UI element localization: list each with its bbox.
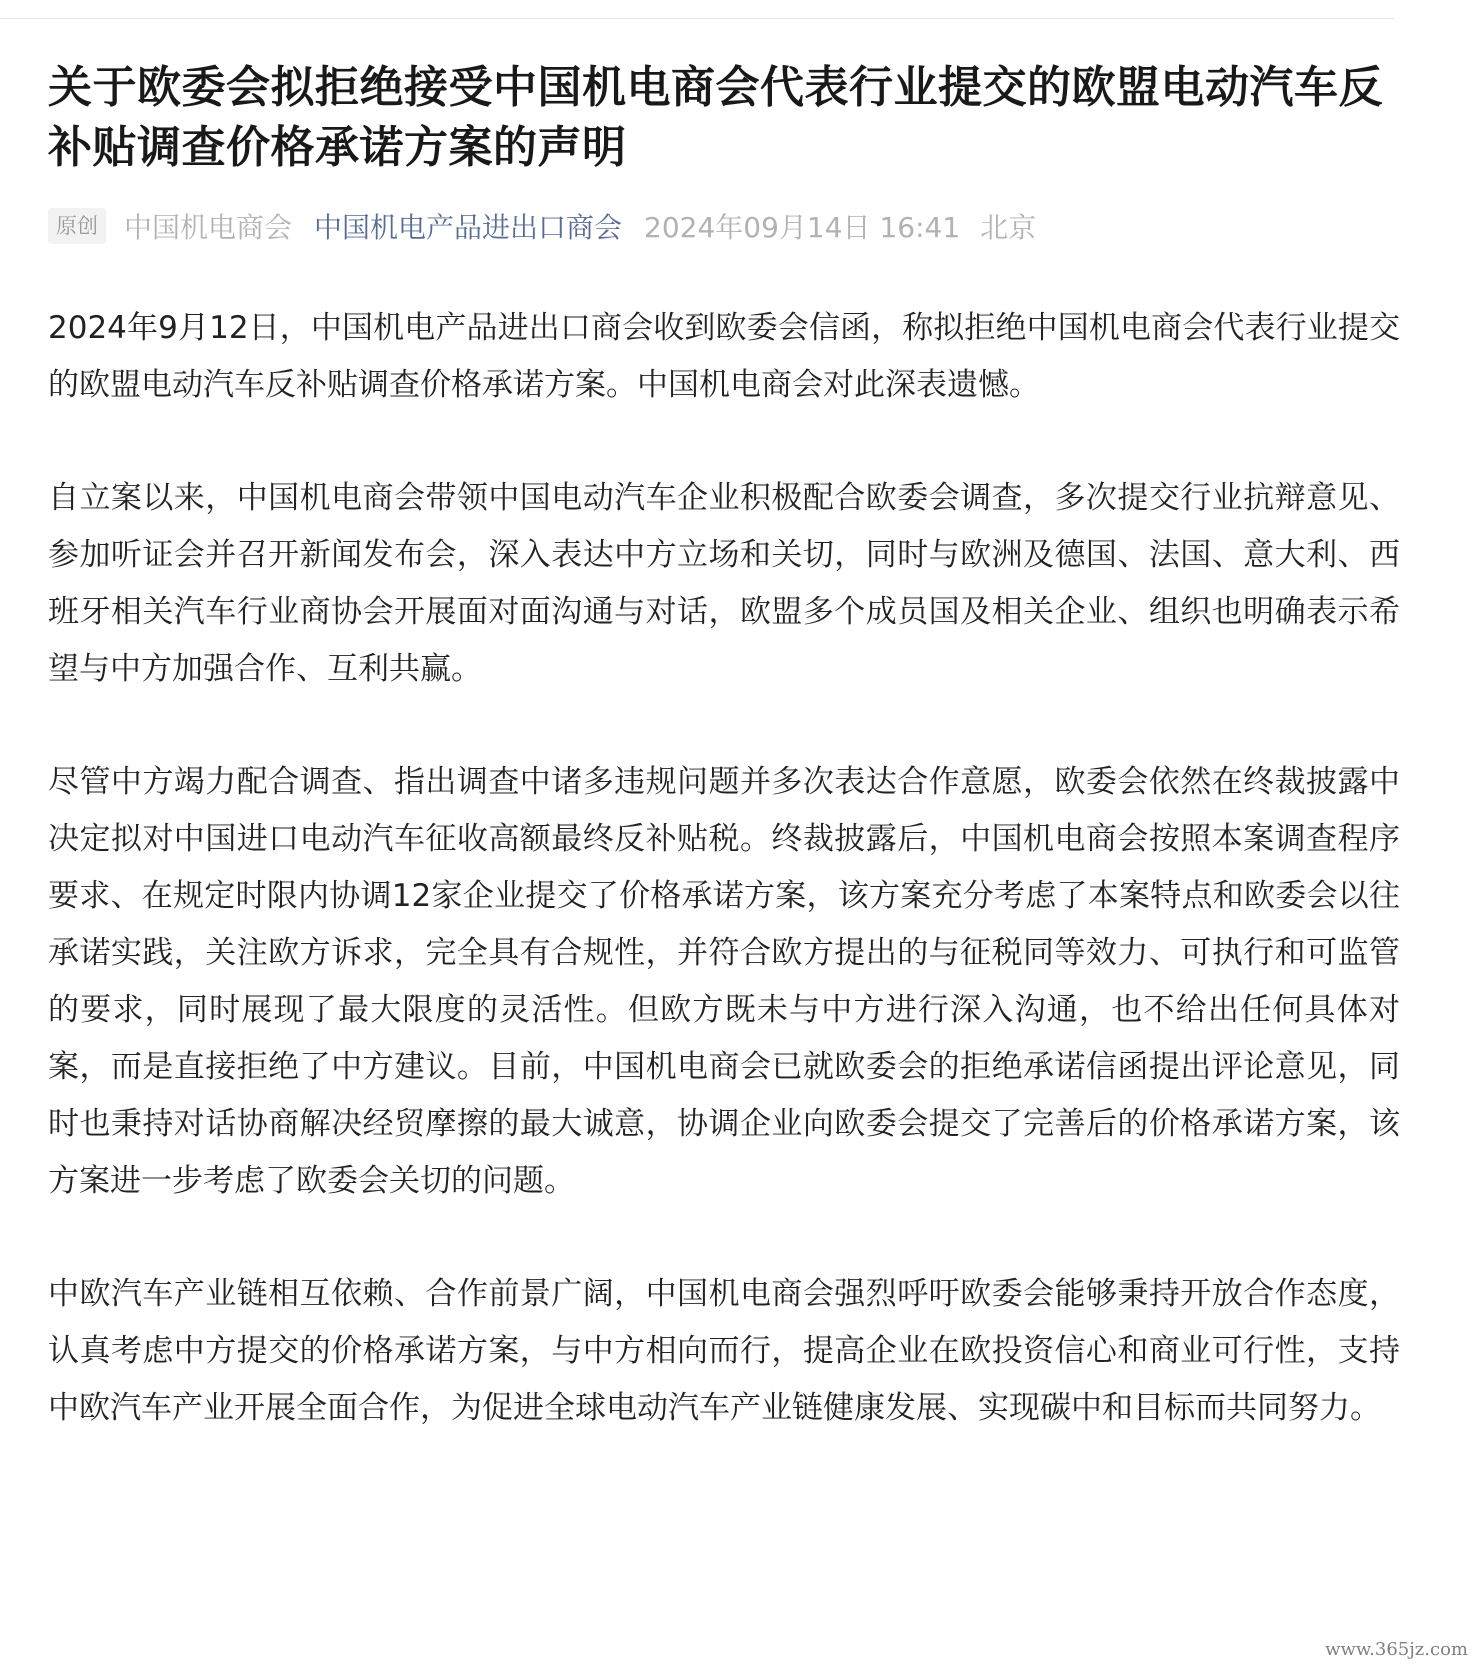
article-meta (48, 204, 1400, 248)
author-name: 中国机电商会 (124, 211, 293, 244)
article-paragraph: 尽管中方竭力配合调查、指出调查中诸多违规问题并多次表达合作意愿，欧委会依然在终裁披露中决定拟对中国进口电动汽车征收高额最终反补贴税。终裁披露后，中国机电商会按照本案调查程序要求、在规定时限内协调12家企业提交了价格承诺方案，该方案充分考虑了本案特点和欧委会以往承诺实践，关注欧方诉求，完全具有合规性，并符合欧方提出的与征税同等效力、可执行和可监管的要求，同时展现了最大限度的灵活性。但欧方既未与中方进行深入沟通，也不给出任何具体对案，而是直接拒绝了中方建议。目前，中国机电商会已就欧委会的拒绝承诺信函提出评论意见，同时也秉持对话协商解决经贸摩擦的最大诚意，协调企业向欧委会提交了完善后的价格承诺方案，该方案进一步考虑了欧委会关切的问题。 (48, 764, 1400, 1199)
top-divider (0, 18, 1395, 19)
publish-datetime: 2024年09月14日 16:41 (644, 211, 961, 244)
article-title: 关于欧委会拟拒绝接受中国机电商会代表行业提交的欧盟电动汽车反补贴调查价格承诺方案的声明 (48, 62, 1383, 173)
article-paragraph: 中欧汽车产业链相互依赖、合作前景广阔，中国机电商会强烈呼吁欧委会能够秉持开放合作态度，认真考虑中方提交的价格承诺方案，与中方相向而行，提高企业在欧投资信心和商业可行性，支持中欧汽车产业开展全面合作，为促进全球电动汽车产业链健康发展、实现碳中和目标而共同努力。 (48, 1276, 1400, 1426)
site-watermark: www.365jz.com (1325, 1639, 1468, 1660)
article-paragraph: 2024年9月12日，中国机电产品进出口商会收到欧委会信函，称拟拒绝中国机电商会代表行业提交的欧盟电动汽车反补贴调查价格承诺方案。中国机电商会对此深表遗憾。 (48, 310, 1400, 403)
article (48, 58, 1400, 1493)
original-badge: 原创 (48, 208, 106, 244)
publish-location: 北京 (980, 211, 1037, 244)
account-name-link[interactable]: 中国机电产品进出口商会 (314, 211, 623, 244)
article-body (48, 300, 1400, 1437)
article-paragraph: 自立案以来，中国机电商会带领中国电动汽车企业积极配合欧委会调查，多次提交行业抗辩意见、参加听证会并召开新闻发布会，深入表达中方立场和关切，同时与欧洲及德国、法国、意大利、西班牙相关汽车行业商协会开展面对面沟通与对话，欧盟多个成员国及相关企业、组织也明确表示希望与中方加强合作、互利共赢。 (48, 480, 1400, 687)
